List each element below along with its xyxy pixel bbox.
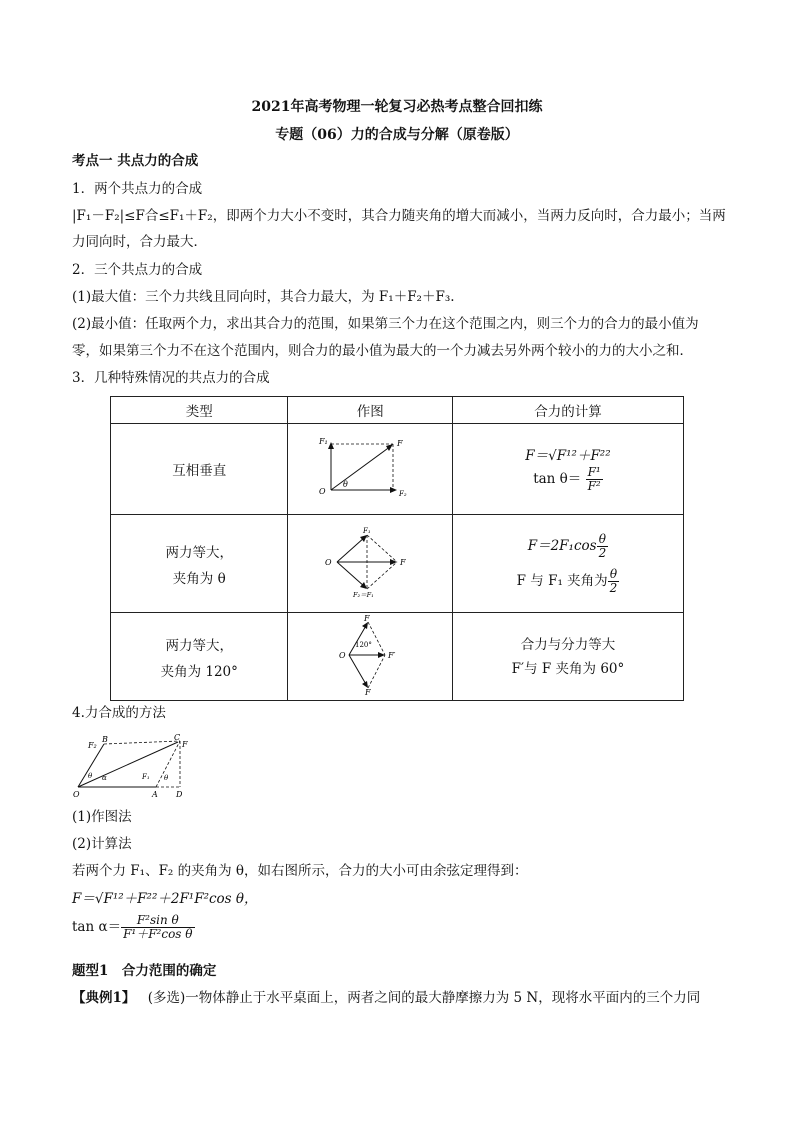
d3-label-o: O xyxy=(339,650,346,660)
d1-label-f: F xyxy=(397,439,403,448)
formula-tan-alpha xyxy=(72,914,724,941)
row2-mag-numerator: θ xyxy=(597,533,609,547)
row1-type: 互相垂直 xyxy=(111,424,288,515)
d1-label-f1: F₁ xyxy=(319,437,328,446)
row2-diagram-cell xyxy=(288,515,452,613)
table-header-type: 类型 xyxy=(111,397,288,424)
d4-label-f1: F₁ xyxy=(142,773,150,781)
method-description: 若两个力 F₁、F₂ 的夹角为 θ，如右图所示，合力的大小可由余弦定理得到： xyxy=(72,863,528,879)
d4-label-f2: F₂ xyxy=(88,741,97,750)
row1-tan-numerator: F¹ xyxy=(587,464,601,479)
subheading-two-forces: 1．两个共点力的合成 xyxy=(72,181,203,197)
formula-tan-numerator: F²sin θ xyxy=(121,914,194,928)
special-cases-table xyxy=(110,396,684,701)
row3-type-line1: 两力等大， xyxy=(165,637,233,654)
table-header-diagram: 作图 xyxy=(288,397,452,424)
formula-tan-prefix: tan α＝ xyxy=(72,919,122,935)
row2-angle-fraction xyxy=(608,568,620,595)
row2-mag-prefix: F＝2F₁cos xyxy=(527,537,597,554)
example-text: (多选)一物体静止于水平桌面上，两者之间的最大静摩擦力为 5 N，现将水平面内的三个力同 xyxy=(147,990,701,1006)
paragraph-min-value-b: 零，如果第三个力不在这个范围内，则合力的最小值为最大的一个力减去另外两个较小的力的大小之和． xyxy=(72,343,693,359)
subheading-three-forces: 2．三个共点力的合成 xyxy=(72,262,203,278)
subheading-special-cases: 3．几种特殊情况的共点力的合成 xyxy=(72,370,270,386)
paragraph-two-forces-b: 力同向时，合力最大． xyxy=(72,234,207,250)
table-header-row xyxy=(111,397,684,424)
d4-label-a: A xyxy=(152,790,158,799)
row1-formula-tan xyxy=(453,466,683,493)
d1-label-o: O xyxy=(319,487,326,496)
d4-label-theta1: θ xyxy=(88,772,93,780)
section-heading-1: 考点一 共点力的合成 xyxy=(72,153,199,169)
equal-forces-diagram xyxy=(315,525,425,599)
method-drawing: (1)作图法 xyxy=(72,809,132,825)
paragraph-two-forces-a: |F₁－F₂|≤F合≤F₁＋F₂，即两个力大小不变时，其合力随夹角的增大而减小，当两力反向时，合力最小；当两 xyxy=(72,208,726,224)
row1-tan-fraction xyxy=(586,466,603,493)
method-calculation: (2)计算法 xyxy=(72,836,132,852)
row3-diagram-cell xyxy=(288,613,452,701)
formula-resultant: F＝√F¹²＋F²²＋2F¹F²cos θ， xyxy=(72,891,258,907)
d4-label-b: B xyxy=(102,735,108,744)
d4-label-alpha: α xyxy=(102,774,107,782)
d1-label-theta: θ xyxy=(343,480,349,489)
formula-tan-fraction xyxy=(121,914,194,941)
table-row xyxy=(111,515,684,613)
document-subtitle: 专题（06）力的合成与分解（原卷版） xyxy=(275,127,519,143)
d2-label-o: O xyxy=(325,557,332,567)
row3-formula-line2: F′与 F 夹角为 60° xyxy=(511,660,625,677)
parallelogram-diagram xyxy=(72,730,196,800)
example-tag: 【典例1】 xyxy=(72,990,136,1006)
row1-formula-cell xyxy=(452,424,683,515)
table-header-calculation: 合力的计算 xyxy=(452,397,683,424)
row1-tan-prefix: tan θ＝ xyxy=(533,470,582,487)
d2-label-f1: F₁ xyxy=(363,526,371,535)
row1-tan-denominator: F² xyxy=(587,478,601,493)
table-row xyxy=(111,424,684,515)
d4-label-o: O xyxy=(73,790,80,799)
d4-label-c: C xyxy=(174,733,181,742)
row2-type-cell xyxy=(111,515,288,613)
d1-label-f2: F₂ xyxy=(399,490,407,498)
d4-label-f: F xyxy=(182,740,188,749)
row1-diagram-cell xyxy=(288,424,452,515)
section-heading-type1: 题型1 合力范围的确定 xyxy=(72,963,217,979)
paragraph-min-value-a: (2)最小值：任取两个力，求出其合力的范围，如果第三个力在这个范围之内，则三个力的合力的最小值为 xyxy=(72,316,699,332)
d3-label-f-top: F xyxy=(364,614,370,623)
row3-type-cell xyxy=(111,613,288,701)
paragraph-max-value: (1)最大值：三个力共线且同向时，其合力最大，为 F₁＋F₂＋F₃. xyxy=(72,289,455,305)
row2-type-line2: 夹角为 θ xyxy=(172,570,226,587)
row2-angle-prefix: F 与 F₁ 夹角为 xyxy=(516,572,608,589)
d4-label-d: D xyxy=(176,790,183,799)
row2-type-line1: 两力等大， xyxy=(165,544,233,561)
row1-formula-magnitude: F＝√F¹²＋F²² xyxy=(525,447,611,464)
formula-tan-denominator: F¹＋F²cos θ xyxy=(123,927,193,941)
row3-formula-cell xyxy=(452,613,683,701)
row2-mag-fraction xyxy=(597,533,609,560)
d2-label-f: F xyxy=(400,557,406,567)
d3-label-angle: 120° xyxy=(355,640,373,649)
d3-label-fprime: F′ xyxy=(388,650,396,660)
row2-angle-numerator: θ xyxy=(608,568,620,582)
row2-formula-angle xyxy=(453,568,683,595)
row2-mag-denominator: 2 xyxy=(598,545,607,560)
row3-formula-line1: 合力与分力等大 xyxy=(520,636,616,653)
row2-formula-cell xyxy=(452,515,683,613)
row2-formula-magnitude xyxy=(453,533,683,560)
document-title: 2021年高考物理一轮复习必热考点整合回扣练 xyxy=(251,99,543,115)
d3-label-f-bottom: F xyxy=(365,687,371,695)
perpendicular-forces-diagram xyxy=(315,432,425,502)
d2-label-f2: F₂＝F₁ xyxy=(353,590,374,599)
d4-label-theta2: θ xyxy=(164,774,169,782)
subheading-methods: 4.力合成的方法 xyxy=(72,705,166,721)
angle-120-forces-diagram xyxy=(315,615,425,695)
row3-type-line2: 夹角为 120° xyxy=(160,663,238,680)
row2-angle-denominator: 2 xyxy=(609,580,618,595)
example-1 xyxy=(72,989,724,1007)
table-row xyxy=(111,613,684,701)
